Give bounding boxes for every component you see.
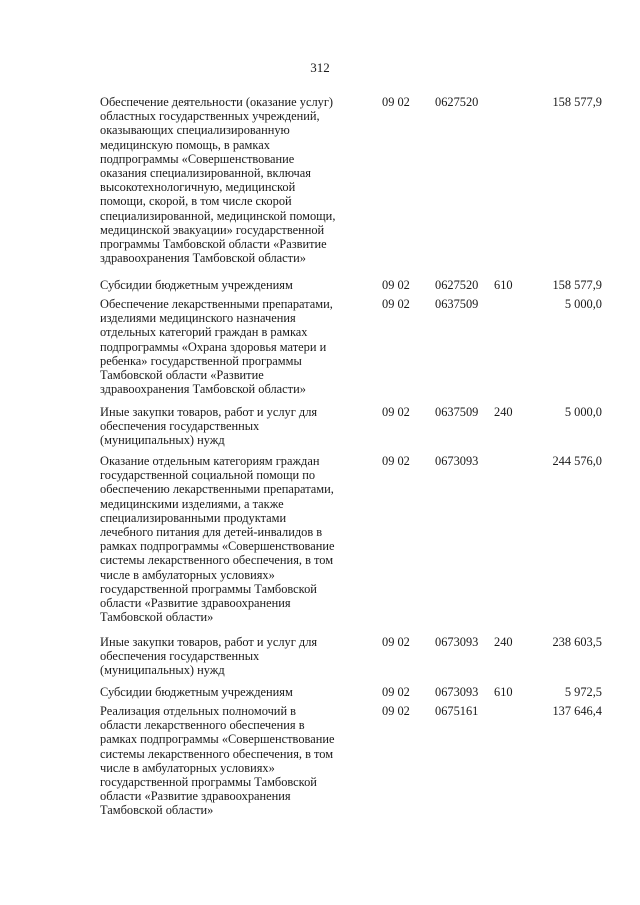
row-section: 09 02 bbox=[382, 278, 410, 292]
row-amount: 244 576,0 bbox=[552, 454, 602, 468]
row-target-code: 0627520 bbox=[435, 278, 479, 292]
row-amount: 5 000,0 bbox=[564, 405, 602, 419]
row-amount: 137 646,4 bbox=[552, 704, 602, 718]
row-amount: 238 603,5 bbox=[552, 635, 602, 649]
page-number: 312 bbox=[310, 60, 330, 75]
row-target-code: 0673093 bbox=[435, 635, 479, 649]
row-description: Реализация отдельных полномочий в области лекарственного обеспечения в рамках подпрограммы «Совершенствование системы лекарственного обеспечения, в том числе в амбулаторных условиях» государственной программы Тамбовской области «Развитие здравоохранения Тамбовской области» bbox=[100, 704, 335, 818]
row-expense-type: 610 bbox=[494, 685, 513, 699]
row-section: 09 02 bbox=[382, 405, 410, 419]
row-target-code: 0673093 bbox=[435, 685, 479, 699]
row-amount: 5 972,5 bbox=[564, 685, 602, 699]
row-section: 09 02 bbox=[382, 95, 410, 109]
row-description: Субсидии бюджетным учреждениям bbox=[100, 685, 293, 699]
row-amount: 5 000,0 bbox=[564, 297, 602, 311]
row-expense-type: 240 bbox=[494, 405, 513, 419]
row-section: 09 02 bbox=[382, 454, 410, 468]
row-amount: 158 577,9 bbox=[552, 95, 602, 109]
row-description: Иные закупки товаров, работ и услуг для обеспечения государственных (муниципальных) нужд bbox=[100, 635, 318, 678]
row-target-code: 0675161 bbox=[435, 704, 479, 718]
row-section: 09 02 bbox=[382, 685, 410, 699]
row-description: Обеспечение деятельности (оказание услуг) областных государственных учреждений, оказывающих специализированную медицинскую помощь, в рамках подпрограммы «Совершенствование оказания специализированной, включая высокотехнологичную, медицинской помощи, скорой, в том числе скорой специализированной, медицинской помощи, медицинской эвакуации» государственной программы Тамбовской области «Развитие здравоохранения Тамбовской области» bbox=[100, 95, 336, 266]
row-description: Иные закупки товаров, работ и услуг для обеспечения государственных (муниципальных) нужд bbox=[100, 405, 318, 448]
row-description: Субсидии бюджетным учреждениям bbox=[100, 278, 293, 292]
row-expense-type: 240 bbox=[494, 635, 513, 649]
row-target-code: 0637509 bbox=[435, 405, 479, 419]
row-section: 09 02 bbox=[382, 704, 410, 718]
row-description: Обеспечение лекарственными препаратами, изделиями медицинского назначения отдельных категорий граждан в рамках подпрограммы «Охрана здоровья матери и ребенка» государственной программы Тамбовской области «Развитие здравоохранения Тамбовской области» bbox=[100, 297, 333, 397]
row-target-code: 0637509 bbox=[435, 297, 479, 311]
row-section: 09 02 bbox=[382, 297, 410, 311]
row-amount: 158 577,9 bbox=[552, 278, 602, 292]
row-description: Оказание отдельным категориям граждан государственной социальной помощи по обеспечению лекарственными препаратами, медицинскими изделиями, а также специализированными продуктами лечебного питания для детей-инвалидов в рамках подпрограммы «Совершенствование системы лекарственного обеспечения, в том числе в амбулаторных условиях» государственной программы Тамбовской области «Развитие здравоохранения Тамбовской области» bbox=[100, 454, 335, 625]
row-target-code: 0627520 bbox=[435, 95, 479, 109]
row-expense-type: 610 bbox=[494, 278, 513, 292]
row-section: 09 02 bbox=[382, 635, 410, 649]
row-target-code: 0673093 bbox=[435, 454, 479, 468]
